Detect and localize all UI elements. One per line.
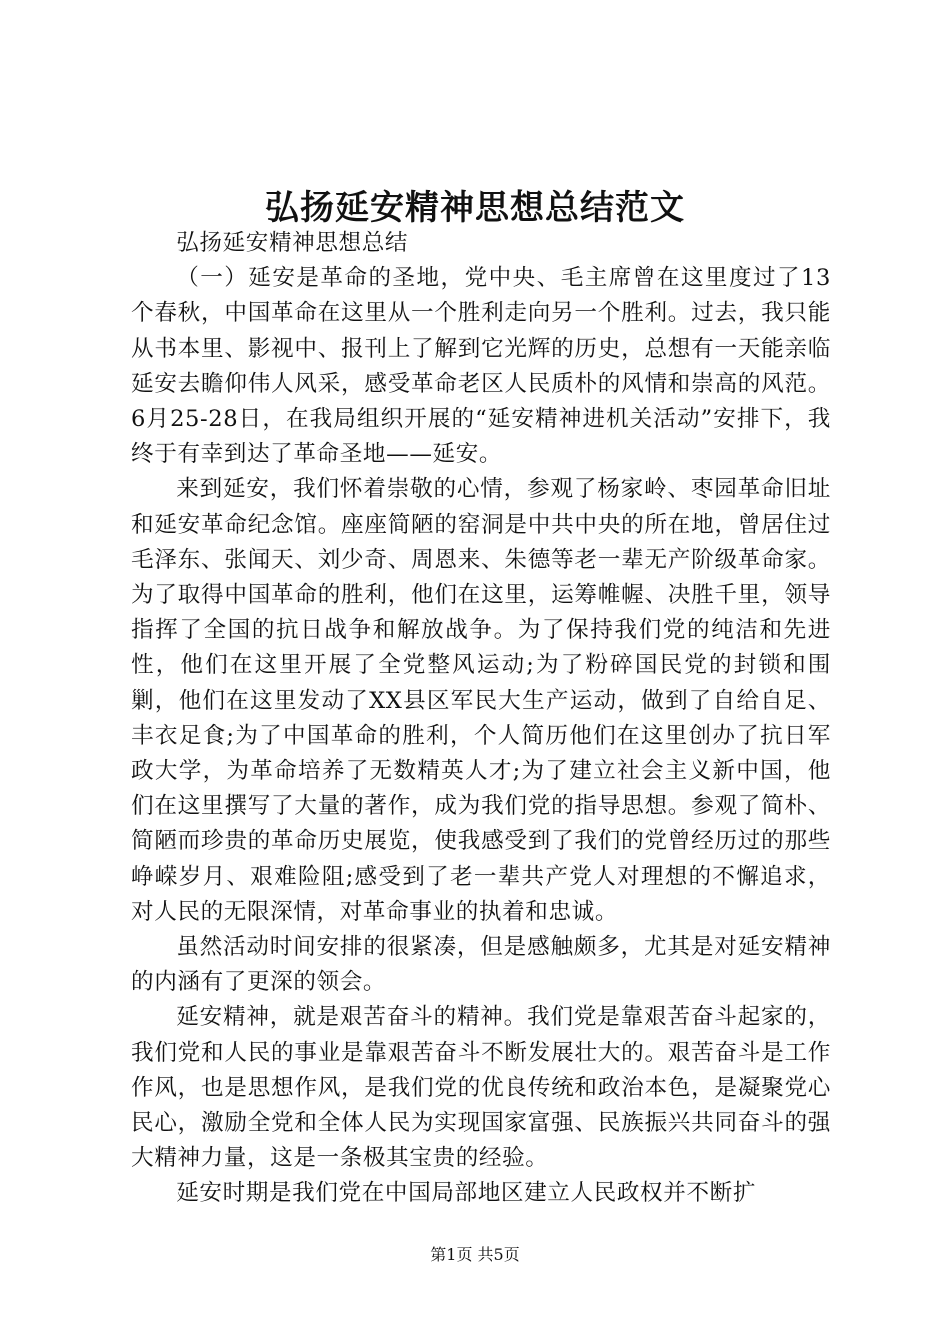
paragraph: 虽然活动时间安排的很紧凑，但是感触颇多，尤其是对延安精神的内涵有了更深的领会。 [131, 934, 831, 996]
paragraph: 来到延安，我们怀着崇敬的心情，参观了杨家岭、枣园革命旧址和延安革命纪念馆。座座简陋的窑洞是中共中央的所在地，曾居住过毛泽东、张闻天、刘少奇、周恩来、朱德等老一辈无产阶级革命家。为了取得中国革命的胜利，他们在这里，运筹帷幄、决胜千里，领导指挥了全国的抗日战争和解放战争。为了保持我们党的纯洁和先进性，他们在这里开展了全党整风运动;为了粉碎国民党的封锁和围剿，他们在这里发动了XX县区军民大生产运动，做到了自给自足、丰衣足食;为了中国革命的胜利，个人简历他们在这里创办了抗日军政大学，为革命培养了无数精英人才;为了建立社会主义新中国，他们在这里撰写了大量的著作，成为我们党的指导思想。参观了简朴、简陋而珍贵的革命历史展览，使我感受到了我们的党曾经历过的那些峥嵘岁月、艰难险阻;感受到了老一辈共产党人对理想的不懈追求，对人民的无限深情，对革命事业的执着和忠诚。 [131, 476, 831, 925]
paragraph: 延安时期是我们党在中国局部地区建立人民政权并不断扩 [176, 1180, 757, 1207]
document-title: 弘扬延安精神思想总结范文 [265, 188, 685, 228]
paragraph: 延安精神，就是艰苦奋斗的精神。我们党是靠艰苦奋斗起家的，我们党和人民的事业是靠艰苦奋斗不断发展壮大的。艰苦奋斗是工作作风，也是思想作风，是我们党的优良传统和政治本色，是凝聚党心民心，激励全党和全体人民为实现国家富强、民族振兴共同奋斗的强大精神力量，这是一条极其宝贵的经验。 [131, 1004, 831, 1172]
paragraph: （一）延安是革命的圣地，党中央、毛主席曾在这里度过了13个春秋，中国革命在这里从一个胜利走向另一个胜利。过去，我只能从书本里、影视中、报刊上了解到它光辉的历史，总想有一天能亲临延安去瞻仰伟人风采，感受革命老区人民质朴的风情和崇高的风范。6月25-28日，在我局组织开展的“延安精神进机关活动”安排下，我终于有幸到达了革命圣地——延安。 [131, 265, 831, 468]
document-body [131, 226, 831, 1212]
page-number-footer: 第1页 共5页 [430, 1245, 520, 1264]
document-subtitle: 弘扬延安精神思想总结 [176, 230, 409, 256]
